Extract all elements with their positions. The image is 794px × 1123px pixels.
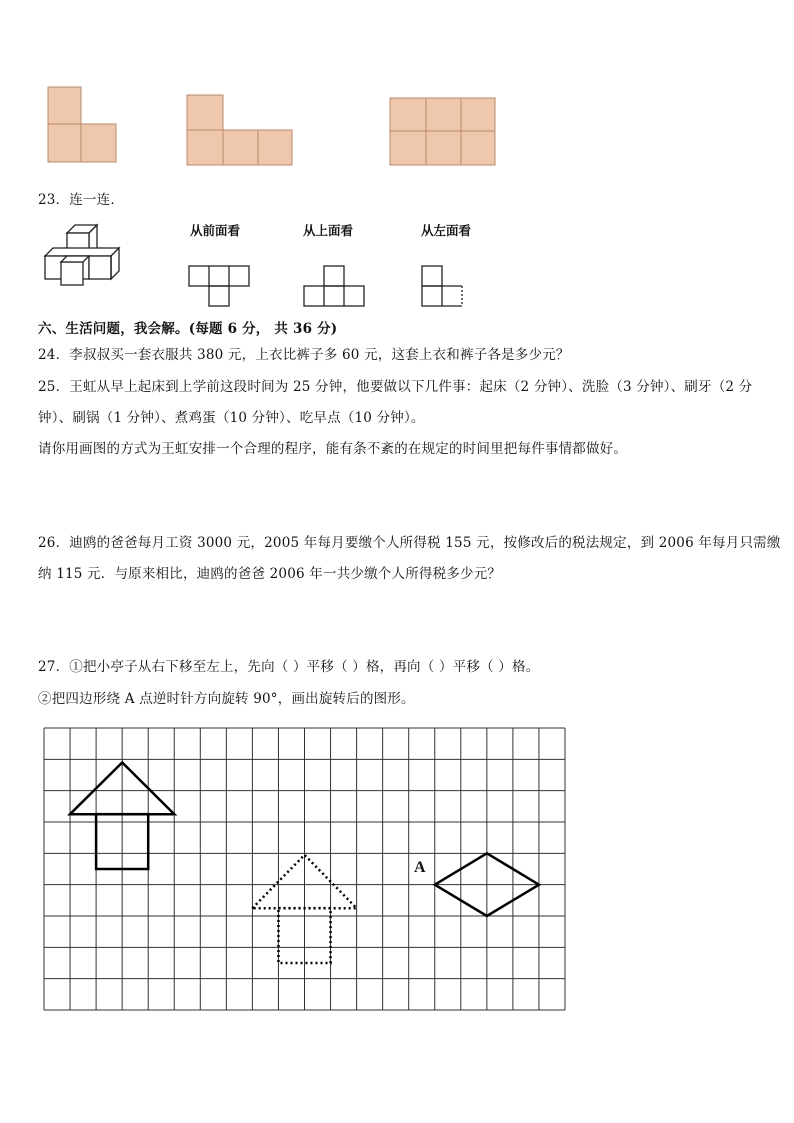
question-24: 24．李叔叔买一套衣服共 380 元，上衣比裤子多 60 元，这套上衣和裤子各是多少元？ xyxy=(38,347,570,363)
view-label-top: 从上面看 xyxy=(303,223,354,238)
question-27-line-2: ②把四边形绕 A 点逆时针方向旋转 90°，画出旋转后的图形。 xyxy=(38,691,415,707)
question-25-line-3: 请你用画图的方式为王虹安排一个合理的程序，能有条不紊的在规定的时间里把每件事情都做好。 xyxy=(38,441,628,457)
question-25-line-2: 钟）、刷锅（1 分钟）、煮鸡蛋（10 分钟）、吃早点（10 分钟）。 xyxy=(38,410,425,426)
point-a-label: A xyxy=(414,859,426,876)
question-26-line-1: 26．迪鸥的爸爸每月工资 3000 元，2005 年每月要缴个人所得税 155 元，按修改后的税法规定，到 2006 年每月只需缴 xyxy=(38,535,781,551)
section-6-heading: 六、生活问题，我会解。(每题 6 分， 共 36 分) xyxy=(38,321,338,337)
view-label-left: 从左面看 xyxy=(421,223,472,238)
question-25-line-1: 25．王虹从早上起床到上学前这段时间为 25 分钟，他要做以下几件事：起床（2 分钟）、洗脸（3 分钟）、刷牙（2 分 xyxy=(38,379,753,395)
view-label-front: 从前面看 xyxy=(190,223,241,238)
question-23-title: 23．连一连． xyxy=(38,192,125,208)
question-26-line-2: 纳 115 元．与原来相比，迪鸥的爸爸 2006 年一共少缴个人所得税多少元？ xyxy=(38,566,502,582)
question-27-line-1: 27．①把小亭子从右下移至左上，先向（ ）平移（ ）格，再向（ ）平移（ ）格。 xyxy=(38,659,540,675)
